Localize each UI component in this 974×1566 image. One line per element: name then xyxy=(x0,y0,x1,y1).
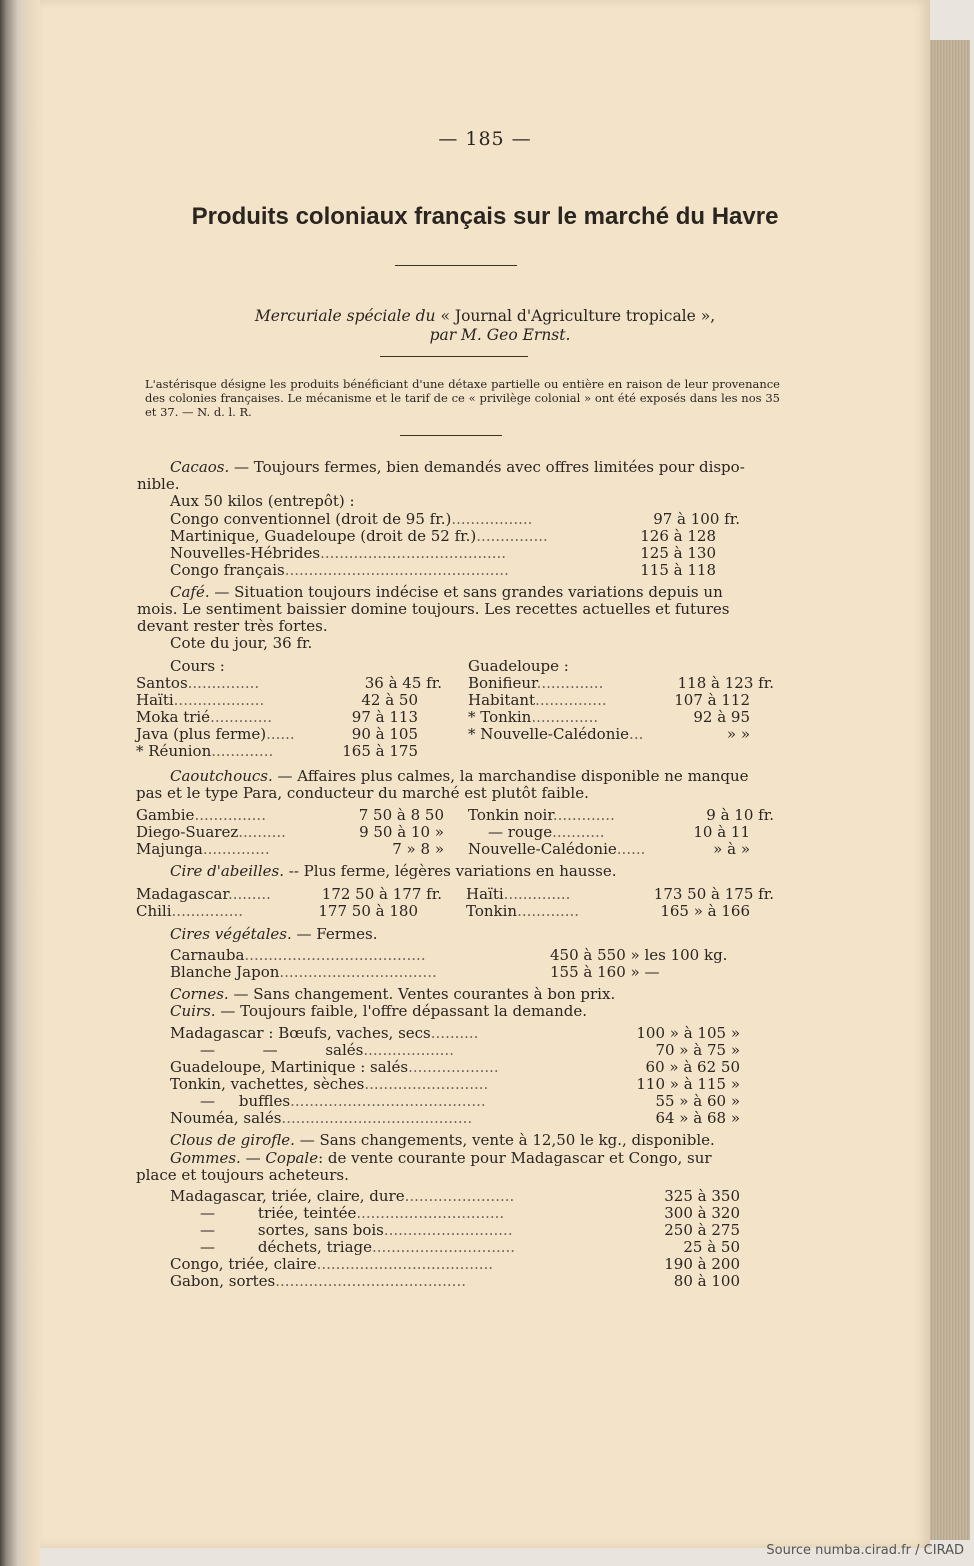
left-page-gutter xyxy=(0,0,40,1566)
caoutchoucs-right-value: » à » xyxy=(713,840,750,858)
cafe-para-line1 xyxy=(170,583,723,601)
cafe-cote: Cote du jour, 36 fr. xyxy=(170,634,313,652)
cacaos-heading: Cacaos. xyxy=(170,458,230,476)
cire-left-value: 172 50 à 177 fr. xyxy=(321,885,442,903)
gommes-row-value: 250 à 275 xyxy=(664,1221,740,1239)
cuirs-row-value: 100 » à 105 » xyxy=(636,1024,740,1042)
cuirs-row-label: Tonkin, vachettes, sèches.......................... xyxy=(170,1075,489,1093)
cire-heading: Cire d'abeilles. xyxy=(170,862,284,880)
cire-text1: -- Plus ferme, légères variations en hausse. xyxy=(283,862,617,880)
cacaos-row-label: Martinique, Guadeloupe (droit de 52 fr.)............... xyxy=(170,527,548,545)
cuirs-row-value: 70 » à 75 » xyxy=(655,1041,740,1059)
cires-veg-row-label: Carnauba...................................... xyxy=(170,946,426,964)
subtitle-author: par M. Geo Ernst. xyxy=(429,326,571,344)
gommes-row-value: 80 à 100 xyxy=(673,1272,740,1290)
clous-heading: Clous de girofle. xyxy=(170,1131,295,1149)
gommes-row-label: — déchets, triage.............................. xyxy=(200,1238,516,1256)
cire-right-value: 165 » à 166 xyxy=(660,902,750,920)
cuirs-row-label: Madagascar : Bœufs, vaches, secs.......... xyxy=(170,1024,479,1042)
cuirs-row-value: 64 » à 68 » xyxy=(655,1109,740,1127)
cuirs-para xyxy=(170,1002,587,1020)
caoutchoucs-left-label: Diego-Suarez.......... xyxy=(136,823,286,841)
book-page xyxy=(40,0,930,1548)
editor-note: L'astérisque désigne les produits bénéficiant d'une détaxe partielle ou entière en raison de leur provenance des colonies françaises. Le mécanisme et le tarif de ce « privilège colonial » ont été exposés dans les nos 35 et 37. — N. d. l. R. xyxy=(145,377,780,419)
book-page-edges xyxy=(928,40,970,1540)
cire-right-label: Haïti.............. xyxy=(466,885,571,903)
gommes-row-value: 190 à 200 xyxy=(664,1255,740,1273)
caoutchoucs-para-line1 xyxy=(170,767,749,785)
gommes-row-label: — sortes, sans bois........................... xyxy=(200,1221,513,1239)
cafe-right-head: Guadeloupe : xyxy=(468,657,569,675)
caoutchoucs-text2: pas et le type Para, conducteur du marché est plutôt faible. xyxy=(136,784,589,802)
cafe-right-label: * Nouvelle-Calédonie... xyxy=(468,725,644,743)
cires-veg-para-line1 xyxy=(170,925,377,943)
gommes-row-value: 325 à 350 xyxy=(664,1187,740,1205)
clous-text1: — Sans changements, vente à 12,50 le kg., disponible. xyxy=(294,1131,715,1149)
cuirs-row-label: Guadeloupe, Martinique : salés................... xyxy=(170,1058,499,1076)
caoutchoucs-right-label: Tonkin noir............. xyxy=(468,806,615,824)
caoutchoucs-right-label: — rouge........... xyxy=(488,823,605,841)
cacaos-text1: — Toujours fermes, bien demandés avec offres limitées pour dispo- xyxy=(229,458,745,476)
cuirs-row-label: Nouméa, salés........................................ xyxy=(170,1109,473,1127)
subtitle-journal: « Journal d'Agriculture tropicale », xyxy=(440,307,716,325)
source-credit: Source numba.cirad.fr / CIRAD xyxy=(766,1543,964,1558)
cafe-left-label: Haïti................... xyxy=(136,691,265,709)
cafe-text3: devant rester très fortes. xyxy=(137,617,328,635)
cafe-right-value: 118 à 123 fr. xyxy=(677,674,774,692)
caoutchoucs-heading: Caoutchoucs. xyxy=(170,767,273,785)
cafe-left-value: 42 à 50 xyxy=(361,691,418,709)
page-title: Produits coloniaux français sur le marché du Havre xyxy=(191,203,779,230)
cafe-text1: — Situation toujours indécise et sans grandes variations depuis un xyxy=(209,583,723,601)
cafe-left-value: 36 à 45 fr. xyxy=(364,674,442,692)
cafe-right-value: » » xyxy=(726,725,750,743)
cacaos-row-value: 115 à 118 xyxy=(640,561,716,579)
title-rule xyxy=(395,265,517,266)
caoutchoucs-left-value: 7 » 8 » xyxy=(392,840,444,858)
caoutchoucs-right-label: Nouvelle-Calédonie...... xyxy=(468,840,646,858)
cacaos-text2: nible. xyxy=(137,475,180,493)
subtitle-rule xyxy=(380,356,528,357)
caoutchoucs-left-value: 9 50 à 10 » xyxy=(359,823,444,841)
cires-veg-text1: — Fermes. xyxy=(291,925,378,943)
gommes-row-value: 25 à 50 xyxy=(683,1238,740,1256)
cafe-left-head: Cours : xyxy=(170,657,225,675)
cires-veg-row-value: 450 à 550 » les 100 kg. xyxy=(550,946,728,964)
cuirs-row-value: 55 » à 60 » xyxy=(655,1092,740,1110)
gommes-text2: place et toujours acheteurs. xyxy=(136,1166,349,1184)
caoutchoucs-left-label: Gambie............... xyxy=(136,806,266,824)
caoutchoucs-right-value: 10 à 11 xyxy=(693,823,750,841)
cacaos-unit: Aux 50 kilos (entrepôt) : xyxy=(170,492,355,510)
cafe-heading: Café. xyxy=(170,583,210,601)
cafe-left-value: 97 à 113 xyxy=(351,708,418,726)
caoutchoucs-left-label: Majunga.............. xyxy=(136,840,270,858)
cire-para-line1 xyxy=(170,862,617,880)
cafe-text2: mois. Le sentiment baissier domine toujours. Les recettes actuelles et futures xyxy=(137,600,730,618)
gommes-row-label: Gabon, sortes........................................ xyxy=(170,1272,466,1290)
cornes-para xyxy=(170,985,615,1003)
cacaos-row-label: Congo français............................................... xyxy=(170,561,509,579)
cacaos-row-value: 97 à 100 fr. xyxy=(653,510,740,528)
cires-veg-heading: Cires végétales. xyxy=(170,925,292,943)
cafe-right-label: Bonifieur.............. xyxy=(468,674,604,692)
cacaos-para-line1 xyxy=(170,458,745,476)
gommes-row-label: — triée, teintée............................... xyxy=(200,1204,505,1222)
cire-left-label: Madagascar......... xyxy=(136,885,271,903)
cuirs-row-label: — — salés................... xyxy=(200,1041,454,1059)
cafe-right-value: 92 à 95 xyxy=(693,708,750,726)
cires-veg-row-label: Blanche Japon................................. xyxy=(170,963,437,981)
note-rule xyxy=(400,435,502,436)
cuirs-text1: — Toujours faible, l'offre dépassant la demande. xyxy=(215,1002,588,1020)
gommes-para-line1: Gommes. — Copale: de vente courante pour Madagascar et Congo, sur xyxy=(170,1149,712,1167)
gommes-copale: Copale xyxy=(265,1149,319,1167)
caoutchoucs-left-value: 7 50 à 8 50 xyxy=(358,806,444,824)
caoutchoucs-right-value: 9 à 10 fr. xyxy=(706,806,774,824)
gommes-row-label: Madagascar, triée, claire, dure....................... xyxy=(170,1187,515,1205)
cacaos-row-value: 126 à 128 xyxy=(640,527,716,545)
cacaos-row-label: Nouvelles-Hébrides....................................... xyxy=(170,544,507,562)
cire-left-value: 177 50 à 180 xyxy=(318,902,418,920)
cuirs-heading: Cuirs. xyxy=(170,1002,216,1020)
cafe-left-label: Moka trié............. xyxy=(136,708,273,726)
cacaos-row-value: 125 à 130 xyxy=(640,544,716,562)
cornes-heading: Cornes. xyxy=(170,985,229,1003)
cuirs-row-value: 110 » à 115 » xyxy=(636,1075,740,1093)
subtitle-italic: Mercuriale spéciale du xyxy=(254,307,436,325)
page-number: — 185 — xyxy=(438,128,532,150)
cafe-right-value: 107 à 112 xyxy=(674,691,750,709)
cafe-left-value: 90 à 105 xyxy=(351,725,418,743)
caoutchoucs-text1: — Affaires plus calmes, la marchandise disponible ne manque xyxy=(272,767,749,785)
gommes-heading: Gommes. xyxy=(170,1149,241,1167)
cire-left-label: Chili............... xyxy=(136,902,244,920)
gommes-row-value: 300 à 320 xyxy=(664,1204,740,1222)
cafe-left-label: Santos............... xyxy=(136,674,260,692)
cires-veg-row-value: 155 à 160 » — xyxy=(550,963,660,981)
cafe-left-value: 165 à 175 xyxy=(342,742,418,760)
gommes-text1: : de vente courante pour Madagascar et Congo, sur xyxy=(318,1149,712,1167)
cafe-left-label: * Réunion............. xyxy=(136,742,274,760)
clous-para xyxy=(170,1131,715,1149)
cornes-text1: — Sans changement. Ventes courantes à bon prix. xyxy=(228,985,616,1003)
cuirs-row-value: 60 » à 62 50 xyxy=(645,1058,740,1076)
gommes-row-label: Congo, triée, claire..................................... xyxy=(170,1255,494,1273)
cafe-left-label: Java (plus ferme)...... xyxy=(136,725,295,743)
cacaos-row-label: Congo conventionnel (droit de 95 fr.)................. xyxy=(170,510,533,528)
cire-right-label: Tonkin............. xyxy=(466,902,580,920)
cire-right-value: 173 50 à 175 fr. xyxy=(653,885,774,903)
cafe-right-label: * Tonkin.............. xyxy=(468,708,599,726)
cuirs-row-label: — buffles......................................... xyxy=(200,1092,486,1110)
subtitle-line1 xyxy=(40,307,930,325)
cafe-right-label: Habitant............... xyxy=(468,691,607,709)
